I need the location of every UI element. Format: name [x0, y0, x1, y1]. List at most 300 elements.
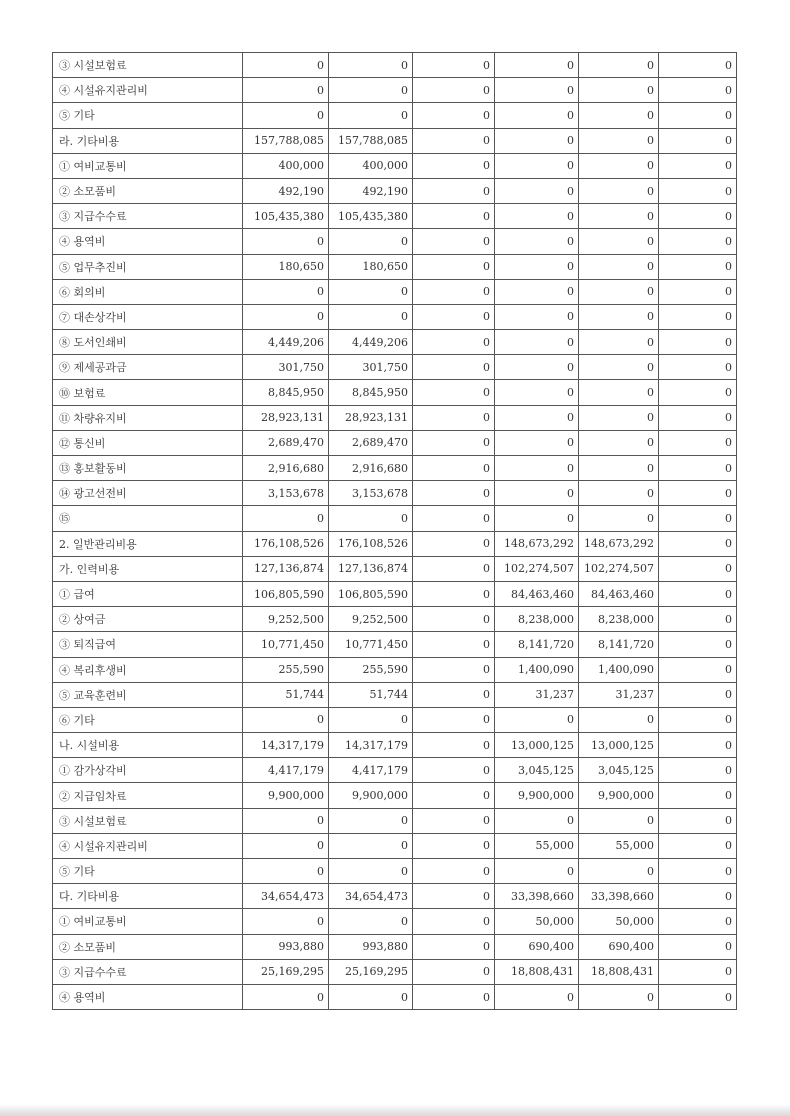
- amount-cell: 176,108,526: [243, 531, 329, 556]
- amount-cell: 176,108,526: [329, 531, 413, 556]
- amount-cell: 106,805,590: [243, 581, 329, 606]
- amount-cell: 0: [659, 430, 737, 455]
- amount-cell: 0: [413, 481, 495, 506]
- table-row: [53, 380, 737, 405]
- amount-cell: 0: [413, 78, 495, 103]
- table-row: [53, 581, 737, 606]
- amount-cell: 0: [495, 506, 579, 531]
- amount-cell: 28,923,131: [329, 405, 413, 430]
- table-row: [53, 481, 737, 506]
- amount-cell: 400,000: [243, 153, 329, 178]
- amount-cell: 105,435,380: [243, 204, 329, 229]
- table-row: [53, 783, 737, 808]
- amount-cell: 0: [659, 456, 737, 481]
- amount-cell: 0: [659, 934, 737, 959]
- amount-cell: 0: [659, 758, 737, 783]
- amount-cell: 0: [329, 53, 413, 78]
- amount-cell: 690,400: [495, 934, 579, 959]
- amount-cell: 0: [659, 304, 737, 329]
- amount-cell: 0: [243, 909, 329, 934]
- amount-cell: 0: [495, 456, 579, 481]
- amount-cell: 0: [495, 204, 579, 229]
- amount-cell: 14,317,179: [329, 733, 413, 758]
- amount-cell: 0: [495, 481, 579, 506]
- amount-cell: 0: [495, 355, 579, 380]
- row-label-cell: 나. 시설비용: [53, 733, 243, 758]
- table-row: [53, 959, 737, 984]
- amount-cell: 993,880: [243, 934, 329, 959]
- amount-cell: 0: [495, 178, 579, 203]
- amount-cell: 0: [579, 405, 659, 430]
- amount-cell: 0: [329, 909, 413, 934]
- row-label-cell: ⑤ 기타: [53, 103, 243, 128]
- amount-cell: 0: [579, 481, 659, 506]
- amount-cell: 0: [495, 808, 579, 833]
- amount-cell: 0: [579, 53, 659, 78]
- amount-cell: 0: [659, 581, 737, 606]
- amount-cell: 8,238,000: [495, 607, 579, 632]
- amount-cell: 34,654,473: [243, 884, 329, 909]
- expense-table: [52, 52, 737, 1010]
- amount-cell: 0: [329, 808, 413, 833]
- amount-cell: 0: [413, 153, 495, 178]
- amount-cell: 0: [579, 204, 659, 229]
- table-row: [53, 204, 737, 229]
- amount-cell: 0: [413, 430, 495, 455]
- amount-cell: 0: [413, 707, 495, 732]
- amount-cell: 0: [495, 859, 579, 884]
- amount-cell: 0: [329, 707, 413, 732]
- amount-cell: 0: [579, 380, 659, 405]
- row-label-cell: ⑮: [53, 506, 243, 531]
- amount-cell: 0: [659, 53, 737, 78]
- amount-cell: 0: [579, 103, 659, 128]
- table-row: [53, 556, 737, 581]
- amount-cell: 0: [579, 430, 659, 455]
- table-row: [53, 758, 737, 783]
- expense-table-body: [53, 53, 737, 1010]
- table-row: [53, 632, 737, 657]
- amount-cell: 0: [413, 380, 495, 405]
- table-row: [53, 833, 737, 858]
- amount-cell: 148,673,292: [579, 531, 659, 556]
- amount-cell: 0: [495, 984, 579, 1009]
- amount-cell: 31,237: [495, 682, 579, 707]
- amount-cell: 105,435,380: [329, 204, 413, 229]
- amount-cell: 0: [243, 506, 329, 531]
- amount-cell: 0: [413, 984, 495, 1009]
- amount-cell: 0: [659, 909, 737, 934]
- amount-cell: 0: [243, 103, 329, 128]
- amount-cell: 0: [243, 833, 329, 858]
- row-label-cell: 다. 기타비용: [53, 884, 243, 909]
- table-row: [53, 909, 737, 934]
- amount-cell: 3,045,125: [495, 758, 579, 783]
- amount-cell: 4,417,179: [329, 758, 413, 783]
- amount-cell: 301,750: [329, 355, 413, 380]
- amount-cell: 0: [413, 733, 495, 758]
- table-row: [53, 884, 737, 909]
- amount-cell: 0: [579, 153, 659, 178]
- amount-cell: 0: [579, 279, 659, 304]
- amount-cell: 0: [495, 53, 579, 78]
- amount-cell: 50,000: [495, 909, 579, 934]
- amount-cell: 0: [413, 506, 495, 531]
- amount-cell: 9,900,000: [579, 783, 659, 808]
- row-label-cell: ⑫ 통신비: [53, 430, 243, 455]
- row-label-cell: ④ 시설유지관리비: [53, 78, 243, 103]
- amount-cell: 0: [413, 531, 495, 556]
- amount-cell: 0: [659, 254, 737, 279]
- row-label-cell: ③ 지급수수료: [53, 959, 243, 984]
- table-row: [53, 430, 737, 455]
- amount-cell: 0: [413, 405, 495, 430]
- amount-cell: 84,463,460: [495, 581, 579, 606]
- amount-cell: 0: [243, 304, 329, 329]
- amount-cell: 0: [659, 833, 737, 858]
- amount-cell: 0: [579, 707, 659, 732]
- amount-cell: 4,417,179: [243, 758, 329, 783]
- amount-cell: 9,252,500: [329, 607, 413, 632]
- amount-cell: 0: [579, 355, 659, 380]
- row-label-cell: 가. 인력비용: [53, 556, 243, 581]
- amount-cell: 0: [329, 304, 413, 329]
- amount-cell: 0: [659, 707, 737, 732]
- amount-cell: 3,153,678: [329, 481, 413, 506]
- table-row: [53, 330, 737, 355]
- amount-cell: 0: [495, 380, 579, 405]
- row-label-cell: ⑤ 교육훈련비: [53, 682, 243, 707]
- amount-cell: 0: [413, 355, 495, 380]
- amount-cell: 0: [659, 556, 737, 581]
- amount-cell: 0: [413, 632, 495, 657]
- amount-cell: 0: [329, 833, 413, 858]
- amount-cell: 157,788,085: [329, 128, 413, 153]
- amount-cell: 0: [413, 103, 495, 128]
- amount-cell: 0: [413, 556, 495, 581]
- amount-cell: 10,771,450: [243, 632, 329, 657]
- amount-cell: 102,274,507: [495, 556, 579, 581]
- amount-cell: 492,190: [329, 178, 413, 203]
- amount-cell: 0: [243, 279, 329, 304]
- row-label-cell: 2. 일반관리비용: [53, 531, 243, 556]
- amount-cell: 0: [579, 128, 659, 153]
- table-row: [53, 229, 737, 254]
- amount-cell: 8,845,950: [329, 380, 413, 405]
- amount-cell: 0: [413, 279, 495, 304]
- amount-cell: 2,689,470: [329, 430, 413, 455]
- amount-cell: 0: [659, 984, 737, 1009]
- amount-cell: 0: [659, 380, 737, 405]
- table-row: [53, 254, 737, 279]
- table-row: [53, 304, 737, 329]
- amount-cell: 0: [659, 128, 737, 153]
- amount-cell: 0: [579, 330, 659, 355]
- amount-cell: 102,274,507: [579, 556, 659, 581]
- amount-cell: 0: [243, 53, 329, 78]
- table-row: [53, 103, 737, 128]
- amount-cell: 3,045,125: [579, 758, 659, 783]
- amount-cell: 0: [413, 783, 495, 808]
- amount-cell: 9,900,000: [329, 783, 413, 808]
- amount-cell: 18,808,431: [495, 959, 579, 984]
- amount-cell: 55,000: [579, 833, 659, 858]
- amount-cell: 0: [659, 330, 737, 355]
- amount-cell: 0: [413, 758, 495, 783]
- amount-cell: 18,808,431: [579, 959, 659, 984]
- amount-cell: 3,153,678: [243, 481, 329, 506]
- amount-cell: 127,136,874: [243, 556, 329, 581]
- amount-cell: 0: [495, 707, 579, 732]
- table-row: [53, 733, 737, 758]
- amount-cell: 148,673,292: [495, 531, 579, 556]
- amount-cell: 0: [329, 859, 413, 884]
- row-label-cell: ⑤ 업무추진비: [53, 254, 243, 279]
- table-row: [53, 859, 737, 884]
- amount-cell: 0: [495, 254, 579, 279]
- amount-cell: 13,000,125: [579, 733, 659, 758]
- amount-cell: 492,190: [243, 178, 329, 203]
- amount-cell: 0: [659, 279, 737, 304]
- row-label-cell: ③ 지급수수료: [53, 204, 243, 229]
- amount-cell: 0: [413, 53, 495, 78]
- amount-cell: 34,654,473: [329, 884, 413, 909]
- amount-cell: 0: [495, 153, 579, 178]
- amount-cell: 31,237: [579, 682, 659, 707]
- table-row: [53, 984, 737, 1009]
- amount-cell: 180,650: [329, 254, 413, 279]
- amount-cell: 0: [495, 103, 579, 128]
- amount-cell: 0: [659, 78, 737, 103]
- table-row: [53, 355, 737, 380]
- amount-cell: 0: [659, 506, 737, 531]
- amount-cell: 4,449,206: [243, 330, 329, 355]
- amount-cell: 0: [413, 178, 495, 203]
- amount-cell: 0: [413, 581, 495, 606]
- row-label-cell: ⑨ 제세공과금: [53, 355, 243, 380]
- amount-cell: 0: [579, 78, 659, 103]
- amount-cell: 0: [659, 204, 737, 229]
- row-label-cell: ④ 복리후생비: [53, 657, 243, 682]
- amount-cell: 0: [579, 808, 659, 833]
- amount-cell: 0: [659, 657, 737, 682]
- amount-cell: 9,900,000: [495, 783, 579, 808]
- amount-cell: 14,317,179: [243, 733, 329, 758]
- amount-cell: 8,845,950: [243, 380, 329, 405]
- amount-cell: 8,141,720: [495, 632, 579, 657]
- amount-cell: 0: [413, 254, 495, 279]
- amount-cell: 0: [659, 103, 737, 128]
- amount-cell: 0: [579, 304, 659, 329]
- amount-cell: 8,141,720: [579, 632, 659, 657]
- amount-cell: 0: [329, 506, 413, 531]
- amount-cell: 0: [413, 884, 495, 909]
- amount-cell: 0: [659, 178, 737, 203]
- amount-cell: 0: [329, 984, 413, 1009]
- amount-cell: 0: [659, 405, 737, 430]
- table-row: [53, 78, 737, 103]
- amount-cell: 0: [413, 330, 495, 355]
- amount-cell: 0: [495, 330, 579, 355]
- amount-cell: 0: [413, 682, 495, 707]
- row-label-cell: ③ 시설보험료: [53, 808, 243, 833]
- amount-cell: 255,590: [243, 657, 329, 682]
- amount-cell: 0: [413, 128, 495, 153]
- amount-cell: 255,590: [329, 657, 413, 682]
- amount-cell: 25,169,295: [243, 959, 329, 984]
- amount-cell: 0: [413, 959, 495, 984]
- amount-cell: 0: [413, 909, 495, 934]
- amount-cell: 0: [495, 430, 579, 455]
- amount-cell: 0: [329, 279, 413, 304]
- amount-cell: 4,449,206: [329, 330, 413, 355]
- table-row: [53, 682, 737, 707]
- row-label-cell: ⑥ 기타: [53, 707, 243, 732]
- amount-cell: 10,771,450: [329, 632, 413, 657]
- amount-cell: 0: [579, 178, 659, 203]
- amount-cell: 0: [495, 279, 579, 304]
- amount-cell: 9,900,000: [243, 783, 329, 808]
- row-label-cell: ③ 시설보험료: [53, 53, 243, 78]
- amount-cell: 0: [659, 481, 737, 506]
- row-label-cell: ① 여비교통비: [53, 153, 243, 178]
- table-row: [53, 456, 737, 481]
- amount-cell: 0: [579, 984, 659, 1009]
- amount-cell: 0: [413, 204, 495, 229]
- table-row: [53, 707, 737, 732]
- amount-cell: 0: [413, 229, 495, 254]
- amount-cell: 0: [243, 78, 329, 103]
- amount-cell: 0: [413, 456, 495, 481]
- amount-cell: 0: [495, 304, 579, 329]
- table-row: [53, 607, 737, 632]
- amount-cell: 51,744: [329, 682, 413, 707]
- amount-cell: 0: [495, 405, 579, 430]
- amount-cell: 0: [579, 506, 659, 531]
- table-row: [53, 178, 737, 203]
- amount-cell: 0: [659, 859, 737, 884]
- row-label-cell: 라. 기타비용: [53, 128, 243, 153]
- amount-cell: 0: [659, 733, 737, 758]
- amount-cell: 33,398,660: [495, 884, 579, 909]
- amount-cell: 2,916,680: [329, 456, 413, 481]
- amount-cell: 0: [413, 808, 495, 833]
- table-row: [53, 808, 737, 833]
- amount-cell: 8,238,000: [579, 607, 659, 632]
- row-label-cell: ① 급여: [53, 581, 243, 606]
- amount-cell: 0: [659, 355, 737, 380]
- amount-cell: 993,880: [329, 934, 413, 959]
- amount-cell: 0: [243, 707, 329, 732]
- amount-cell: 28,923,131: [243, 405, 329, 430]
- amount-cell: 55,000: [495, 833, 579, 858]
- row-label-cell: ⑧ 도서인쇄비: [53, 330, 243, 355]
- amount-cell: 301,750: [243, 355, 329, 380]
- table-row: [53, 657, 737, 682]
- amount-cell: 690,400: [579, 934, 659, 959]
- amount-cell: 0: [659, 808, 737, 833]
- amount-cell: 0: [579, 859, 659, 884]
- amount-cell: 25,169,295: [329, 959, 413, 984]
- amount-cell: 0: [659, 783, 737, 808]
- row-label-cell: ⑥ 회의비: [53, 279, 243, 304]
- amount-cell: 0: [579, 456, 659, 481]
- amount-cell: 157,788,085: [243, 128, 329, 153]
- amount-cell: 33,398,660: [579, 884, 659, 909]
- amount-cell: 0: [659, 531, 737, 556]
- row-label-cell: ⑭ 광고선전비: [53, 481, 243, 506]
- amount-cell: 0: [659, 682, 737, 707]
- amount-cell: 0: [495, 229, 579, 254]
- row-label-cell: ⑩ 보험료: [53, 380, 243, 405]
- table-row: [53, 934, 737, 959]
- row-label-cell: ② 소모품비: [53, 178, 243, 203]
- row-label-cell: ⑦ 대손상각비: [53, 304, 243, 329]
- amount-cell: 0: [659, 607, 737, 632]
- amount-cell: 0: [329, 229, 413, 254]
- row-label-cell: ① 감가상각비: [53, 758, 243, 783]
- amount-cell: 0: [329, 103, 413, 128]
- amount-cell: 2,916,680: [243, 456, 329, 481]
- amount-cell: 0: [659, 229, 737, 254]
- amount-cell: 0: [243, 229, 329, 254]
- amount-cell: 0: [659, 884, 737, 909]
- amount-cell: 127,136,874: [329, 556, 413, 581]
- amount-cell: 2,689,470: [243, 430, 329, 455]
- row-label-cell: ② 지급임차료: [53, 783, 243, 808]
- amount-cell: 1,400,090: [495, 657, 579, 682]
- amount-cell: 0: [413, 304, 495, 329]
- table-row: [53, 531, 737, 556]
- row-label-cell: ② 소모품비: [53, 934, 243, 959]
- table-row: [53, 53, 737, 78]
- amount-cell: 84,463,460: [579, 581, 659, 606]
- amount-cell: 0: [413, 833, 495, 858]
- row-label-cell: ⑬ 홍보활동비: [53, 456, 243, 481]
- amount-cell: 0: [413, 934, 495, 959]
- amount-cell: 0: [659, 153, 737, 178]
- row-label-cell: ④ 시설유지관리비: [53, 833, 243, 858]
- amount-cell: 13,000,125: [495, 733, 579, 758]
- amount-cell: 0: [243, 859, 329, 884]
- amount-cell: 51,744: [243, 682, 329, 707]
- amount-cell: 0: [659, 959, 737, 984]
- amount-cell: 180,650: [243, 254, 329, 279]
- amount-cell: 50,000: [579, 909, 659, 934]
- table-row: [53, 128, 737, 153]
- amount-cell: 400,000: [329, 153, 413, 178]
- table-row: [53, 405, 737, 430]
- amount-cell: 0: [495, 128, 579, 153]
- amount-cell: 0: [495, 78, 579, 103]
- page-bottom-edge: [0, 1104, 790, 1116]
- amount-cell: 0: [413, 607, 495, 632]
- amount-cell: 0: [579, 229, 659, 254]
- row-label-cell: ⑤ 기타: [53, 859, 243, 884]
- amount-cell: 0: [413, 859, 495, 884]
- table-row: [53, 506, 737, 531]
- row-label-cell: ⑪ 차량유지비: [53, 405, 243, 430]
- row-label-cell: ④ 용역비: [53, 229, 243, 254]
- amount-cell: 0: [579, 254, 659, 279]
- amount-cell: 0: [243, 808, 329, 833]
- amount-cell: 9,252,500: [243, 607, 329, 632]
- row-label-cell: ④ 용역비: [53, 984, 243, 1009]
- amount-cell: 106,805,590: [329, 581, 413, 606]
- amount-cell: 0: [413, 657, 495, 682]
- amount-cell: 0: [329, 78, 413, 103]
- row-label-cell: ③ 퇴직급여: [53, 632, 243, 657]
